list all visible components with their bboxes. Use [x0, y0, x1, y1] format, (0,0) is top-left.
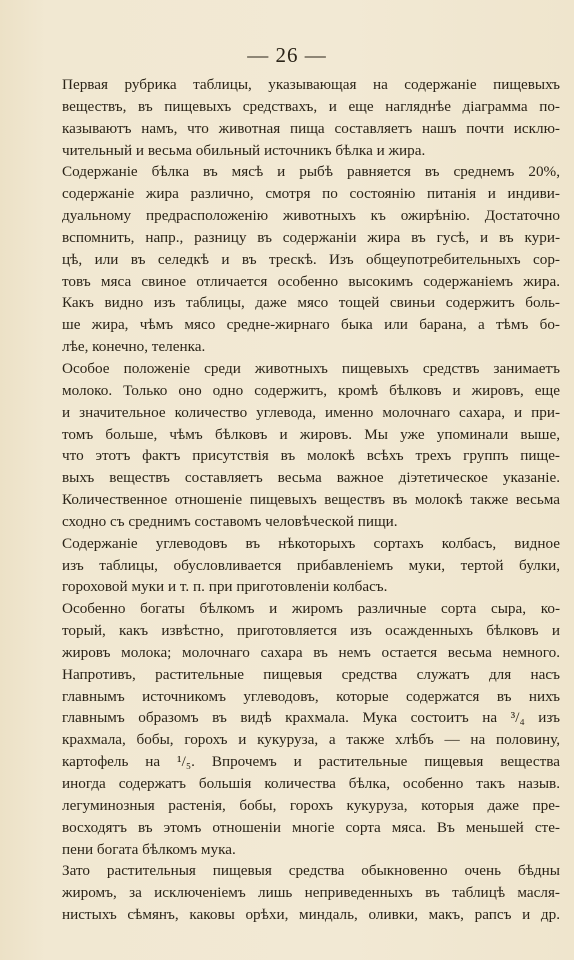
- body-text: [62, 74, 560, 926]
- text-line: ше жира, чѣмъ мясо средне-жирнаго быка или барана, а тѣмъ бо-: [62, 316, 560, 334]
- text-line: изъ таблицы, обусловливается прибавленіемъ муки, тертой булки,: [62, 556, 560, 574]
- text-line: вспомнить, напр., разницу въ содержаніи жира въ гусѣ, и въ кури-: [62, 228, 560, 246]
- text-line: Содержаніе углеводовъ въ нѣкоторыхъ сортахъ колбасъ, видное: [62, 534, 560, 552]
- text-line: лѣе, конечно, теленка.: [62, 338, 206, 356]
- page-number: — 26 —: [247, 43, 327, 67]
- text-line: главнымъ образомъ въ видѣ крахмала. Мука состоитъ на ³/₄ изъ: [62, 709, 560, 727]
- text-line: молоко. Только оно одно содержитъ, кромѣ бѣлковъ и жировъ, еще: [62, 381, 560, 399]
- text-line: легуминозныя растенія, бобы, горохъ кукуруза, которыя даже пре-: [62, 796, 560, 814]
- text-line: чительный и весьма обильный источникъ бѣлка и жира.: [62, 141, 426, 159]
- text-line: торый, какъ извѣстно, приготовляется изъ осажденныхъ бѣлковъ и: [62, 622, 560, 640]
- text-line: жиромъ, за исключеніемъ лишь неприведенныхъ въ таблицѣ масля-: [62, 884, 560, 902]
- text-line: товъ мяса свиное отличается особенно высокимъ содержаніемъ жира.: [62, 272, 560, 290]
- text-line: томъ больше, чѣмъ бѣлковъ и жировъ. Мы уже упоминали выше,: [62, 425, 560, 443]
- text-line: веществъ, въ пищевыхъ средствахъ, и еще нагляднѣе діаграмма по-: [62, 97, 560, 115]
- text-line: цѣ, или въ селедкѣ и въ трескѣ. Изъ общеупотребительныхъ сор-: [62, 250, 560, 268]
- text-line: крахмала, бобы, горохъ и кукуруза, а также хлѣбъ — на половину,: [62, 731, 560, 749]
- text-line: жировъ молока; молочнаго сахара въ немъ остается весьма немного.: [62, 643, 560, 661]
- text-line: картофель на ¹/₅. Впрочемъ и растительные пищевыя вещества: [62, 753, 560, 771]
- text-line: Особенно богаты бѣлкомъ и жиромъ различные сорта сыра, ко-: [62, 600, 560, 618]
- text-line: Первая рубрика таблицы, указывающая на содержаніе пищевыхъ: [62, 76, 560, 93]
- text-line: Какъ видно изъ таблицы, даже мясо тощей свиньи содержитъ боль-: [62, 294, 560, 312]
- text-line: дуальному предрасположенію животныхъ къ ожирѣнію. Достаточно: [62, 207, 560, 225]
- text-line: Количественное отношеніе пищевыхъ веществъ въ молокѣ также весьма: [62, 491, 560, 509]
- text-line: Содержаніе бѣлка въ мясѣ и рыбѣ равняется въ среднемъ 20%,: [62, 163, 560, 181]
- text-line: гороховой муки и т. п. при приготовленіи колбасъ.: [62, 578, 388, 596]
- text-line: сходно съ среднимъ составомъ человѣческой пищи.: [62, 512, 398, 530]
- text-line: нистыхъ сѣмянъ, каковы орѣхи, миндаль, оливки, макъ, рапсъ и др.: [62, 906, 560, 924]
- text-line: Напротивъ, растительные пищевыя средства служатъ для насъ: [62, 665, 560, 683]
- text-line: выхъ веществъ составляетъ весьма важное діэтетическое указаніе.: [62, 469, 560, 487]
- text-line: содержаніе жира различно, смотря по состоянію питанія и индиви-: [62, 185, 560, 203]
- text-line: иногда содержатъ большія количества бѣлка, особенно такъ назыв.: [62, 775, 560, 792]
- text-line: и значительное количество углевода, именно молочнаго сахара, и при-: [62, 403, 560, 421]
- text-line: казываютъ намъ, что животная пища составляетъ нашъ почти исклю-: [62, 119, 560, 137]
- text-line: главнымъ источникомъ углеводовъ, которые содержатся въ нихъ: [62, 687, 560, 705]
- text-line: пени богата бѣлкомъ мука.: [62, 840, 236, 858]
- text-line: Зато растительныя пищевыя средства обыкновенно очень бѣдны: [62, 862, 560, 880]
- text-line: Особое положеніе среди животныхъ пищевыхъ средствъ занимаетъ: [62, 359, 560, 377]
- text-line: восходятъ въ этомъ отношеніи многіе сорта мяса. Въ меньшей сте-: [62, 818, 560, 836]
- text-line: что этотъ фактъ присутствія въ молокѣ всѣхъ трехъ группъ пище-: [62, 447, 560, 465]
